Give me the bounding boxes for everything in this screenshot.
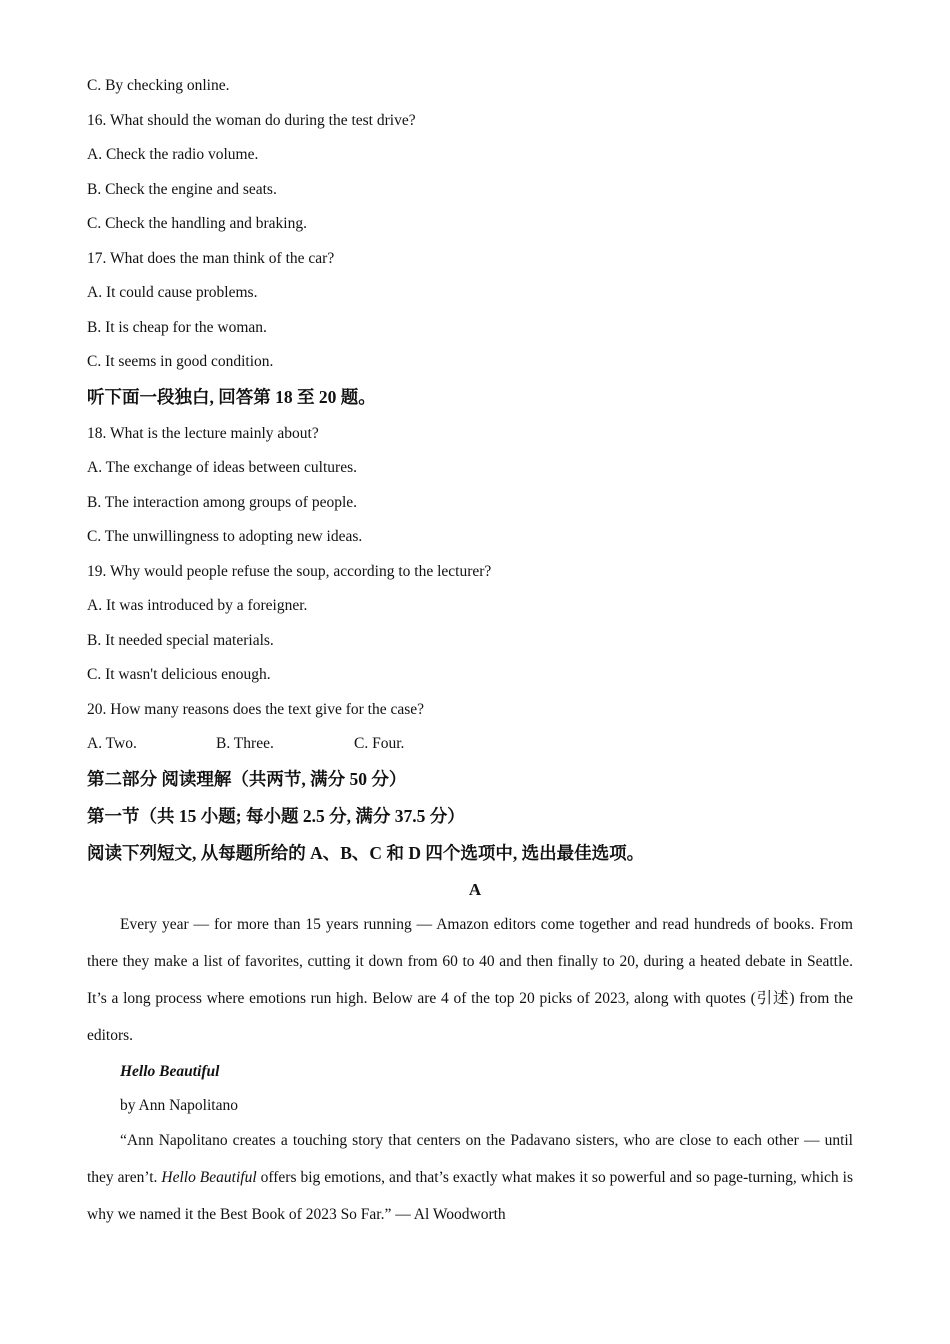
q20-option-b: B. Three.	[216, 735, 274, 752]
q17-option-b: B. It is cheap for the woman.	[87, 319, 267, 336]
q18-question: 18. What is the lecture mainly about?	[87, 425, 319, 442]
book1-author: by Ann Napolitano	[120, 1097, 238, 1114]
q16-option-b: B. Check the engine and seats.	[87, 181, 277, 198]
book1-quote-text-2: offers big emotions, and that’s exactly what makes it so powerful and so page-turning, which is why we named it the Best Book of 2023 So Far.” — Al Woodworth	[87, 1169, 853, 1223]
q19-option-b: B. It needed special materials.	[87, 632, 274, 649]
part2-title: 第二部分 阅读理解（共两节, 满分 50 分）	[87, 769, 407, 789]
q18-option-a: A. The exchange of ideas between cultures.	[87, 459, 357, 476]
q17-option-c: C. It seems in good condition.	[87, 353, 274, 370]
part2-instruction: 阅读下列短文, 从每题所给的 A、B、C 和 D 四个选项中, 选出最佳选项。	[87, 843, 645, 863]
q20-options	[87, 734, 404, 754]
book1-quote-text-1: “Ann Napolitano creates a touching story that centers on the Padavano sisters, who are close to each other — until they aren’t.	[87, 1132, 853, 1186]
q17-question: 17. What does the man think of the car?	[87, 250, 335, 267]
q20-question: 20. How many reasons does the text give for the case?	[87, 701, 425, 718]
q19-option-a: A. It was introduced by a foreigner.	[87, 597, 308, 614]
q20-option-a: A. Two.	[87, 735, 137, 752]
q20-option-c: C. Four.	[354, 735, 405, 752]
section-monologue-heading: 听下面一段独白, 回答第 18 至 20 题。	[87, 387, 376, 407]
q17-option-a: A. It could cause problems.	[87, 284, 258, 301]
book1-title: Hello Beautiful	[120, 1063, 220, 1080]
q16-option-c: C. Check the handling and braking.	[87, 215, 307, 232]
q18-option-b: B. The interaction among groups of people.	[87, 494, 358, 511]
passage-a-intro: Every year — for more than 15 years running — Amazon editors come together and read hundreds of books. From there they make a list of favorites, cutting it down from 60 to 40 and then finally to 20, during a heated debate in Seattle. It’s a long process where emotions run high. Below are 4 of the top 20 picks of 2023, along with quotes (引述) from the editors.	[87, 916, 853, 1044]
q18-option-c: C. The unwillingness to adopting new ideas.	[87, 528, 363, 545]
book1-quote	[87, 1122, 853, 1233]
q16-option-a: A. Check the radio volume.	[87, 146, 259, 163]
passage-a-label: A	[468, 880, 482, 899]
q16-question: 16. What should the woman do during the test drive?	[87, 112, 416, 129]
q19-option-c: C. It wasn't delicious enough.	[87, 666, 271, 683]
book1-quote-title: Hello Beautiful	[161, 1169, 257, 1186]
q15-option-c: C. By checking online.	[87, 77, 230, 94]
part2-section1: 第一节（共 15 小题; 每小题 2.5 分, 满分 37.5 分）	[87, 806, 465, 826]
q19-question: 19. Why would people refuse the soup, according to the lecturer?	[87, 563, 492, 580]
